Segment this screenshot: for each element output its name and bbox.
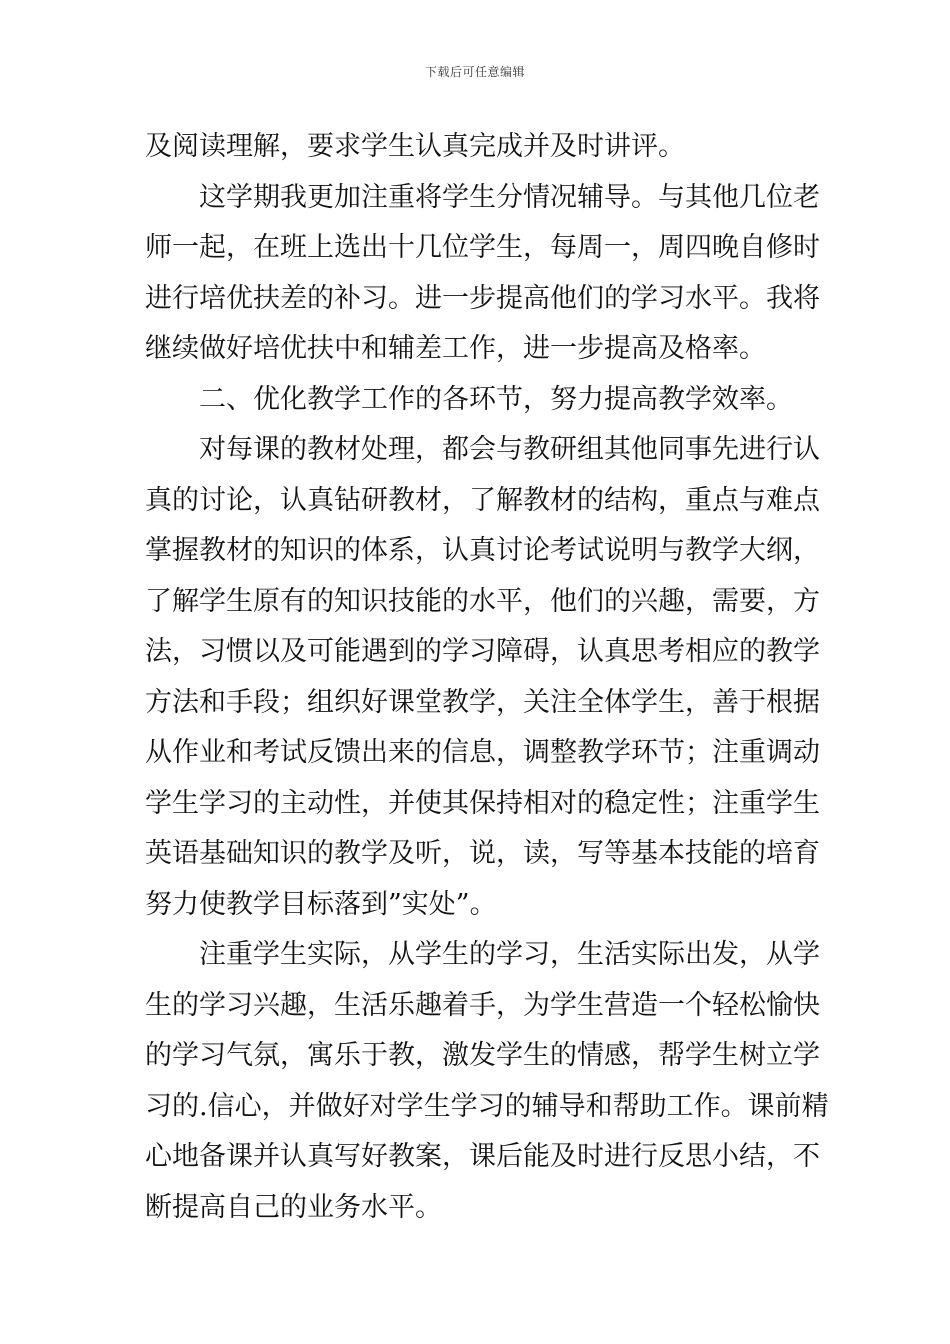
text-line: 对每课的教材处理，都会与教研组其他同事先进行认 — [199, 434, 820, 465]
text-line: 断提高自己的业务水平。 — [145, 1191, 442, 1223]
text-line: 注重学生实际，从学生的学习，生活实际出发，从学 — [199, 939, 820, 970]
page-header-note: 下载后可任意编辑 — [424, 65, 525, 79]
text-line: 这学期我更加注重将学生分情况辅导。与其他几位老 — [199, 181, 820, 213]
text-line: 的学习气氛，寓乐于教，激发学生的情感，帮学生树立学 — [145, 1040, 820, 1071]
section-heading: 二、优化教学工作的各环节，努力提高教学效率。 — [199, 383, 793, 415]
text-line: 努力使教学目标落到”实处”。 — [145, 888, 497, 920]
text-line: 了解学生原有的知识技能的水平，他们的兴趣，需要，方 — [145, 585, 820, 617]
document-body — [145, 122, 829, 1233]
text-line: 学生学习的主动性，并使其保持相对的稳定性；注重学生 — [145, 787, 820, 819]
text-line: 真的讨论，认真钻研教材，了解教材的结构，重点与难点 — [145, 484, 820, 516]
text-line: 进行培优扶差的补习。进一步提高他们的学习水平。我将 — [145, 282, 820, 314]
text-line: 师一起，在班上选出十几位学生，每周一，周四晚自修时 — [145, 232, 820, 263]
text-line: 掌握教材的知识的体系，认真讨论考试说明与教学大纲， — [145, 535, 820, 566]
text-line: 及阅读理解，要求学生认真完成并及时讲评。 — [145, 131, 685, 162]
text-line: 继续做好培优扶中和辅差工作，进一步提高及格率。 — [145, 333, 766, 364]
text-line: 方法和手段；组织好课堂教学，关注全体学生，善于根据 — [145, 686, 820, 718]
text-line: 生的学习兴趣，生活乐趣着手，为学生营造一个轻松愉快 — [145, 989, 820, 1021]
text-line: 英语基础知识的教学及听，说，读，写等基本技能的培育 — [145, 838, 820, 869]
text-line: 心地备课并认真写好教案，课后能及时进行反思小结，不 — [145, 1141, 820, 1172]
text-line: 法，习惯以及可能遇到的学习障碍，认真思考相应的教学 — [145, 636, 820, 667]
text-line: 从作业和考试反馈出来的信息，调整教学环节；注重调动 — [145, 737, 820, 768]
text-line: 习的.信心，并做好对学生学习的辅导和帮助工作。课前精 — [145, 1090, 829, 1122]
